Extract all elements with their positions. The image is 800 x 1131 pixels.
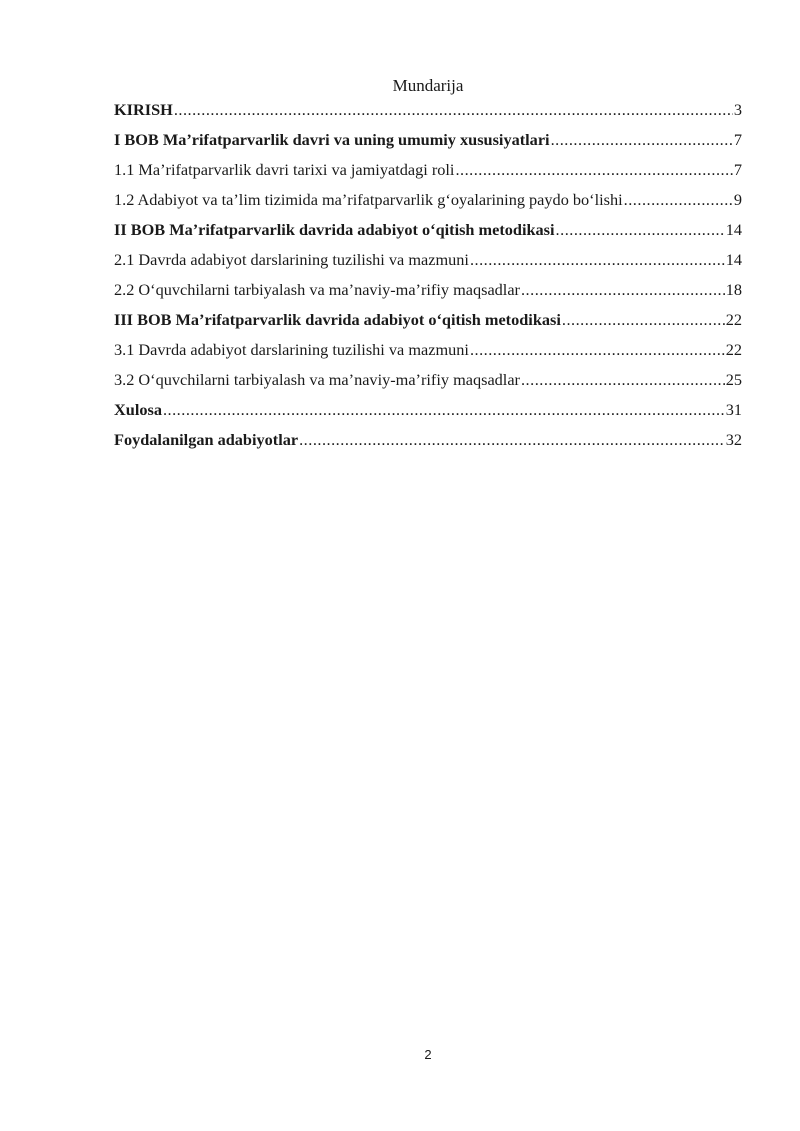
toc-dot-leader [556, 219, 725, 241]
toc-entry [114, 249, 742, 279]
toc-entry-label: 2.1 Davrda adabiyot darslarining tuzilishi va mazmuni [114, 250, 469, 269]
toc-entry-label: 3.2 O‘quvchilarni tarbiyalash va ma’naviy-ma’rifiy maqsadlar [114, 370, 520, 389]
toc-entry-label: III BOB Ma’rifatparvarlik davrida adabiyot o‘qitish metodikasi [114, 310, 561, 329]
table-of-contents [114, 99, 742, 459]
toc-dot-leader [470, 339, 725, 361]
toc-entry-page: 3 [733, 100, 742, 119]
toc-dot-leader [174, 99, 733, 121]
toc-entry-page: 25 [725, 370, 742, 389]
toc-entry-page: 7 [733, 160, 742, 179]
toc-dot-leader [562, 309, 725, 331]
toc-dot-leader [163, 399, 725, 421]
toc-entry [114, 309, 742, 339]
toc-entry [114, 129, 742, 159]
toc-entry-label: Foydalanilgan adabiyotlar [114, 430, 299, 449]
toc-title: Mundarija [392, 76, 464, 95]
toc-entry-label: 1.1 Ma’rifatparvarlik davri tarixi va jamiyatdagi roli [114, 160, 455, 179]
toc-entry-label: 3.1 Davrda adabiyot darslarining tuzilishi va mazmuni [114, 340, 469, 359]
toc-entry-label: KIRISH [114, 100, 173, 119]
toc-dot-leader [521, 369, 725, 391]
toc-entry [114, 159, 742, 189]
toc-entry [114, 399, 742, 429]
toc-entry-page: 31 [725, 400, 742, 419]
toc-entry-page: 14 [725, 220, 742, 239]
toc-dot-leader [299, 429, 725, 451]
toc-entry-page: 7 [733, 130, 742, 149]
toc-entry-label: 2.2 O‘quvchilarni tarbiyalash va ma’naviy-ma’rifiy maqsadlar [114, 280, 520, 299]
toc-dot-leader [624, 189, 733, 211]
toc-entry [114, 189, 742, 219]
toc-entry-page: 22 [725, 310, 742, 329]
toc-entry [114, 279, 742, 309]
toc-entry-label: Xulosa [114, 400, 162, 419]
toc-dot-leader [521, 279, 725, 301]
toc-dot-leader [551, 129, 733, 151]
toc-dot-leader [455, 159, 732, 181]
toc-entry [114, 99, 742, 129]
toc-entry [114, 339, 742, 369]
toc-entry-label: 1.2 Adabiyot va ta’lim tizimida ma’rifatparvarlik g‘oyalarining paydo bo‘lishi [114, 190, 623, 209]
toc-entry [114, 369, 742, 399]
toc-entry-label: I BOB Ma’rifatparvarlik davri va uning umumiy xususiyatlari [114, 130, 550, 149]
page-number: 2 [424, 1047, 432, 1062]
toc-entry-page: 32 [725, 430, 742, 449]
toc-entry-label: II BOB Ma’rifatparvarlik davrida adabiyot o‘qitish metodikasi [114, 220, 555, 239]
toc-entry-page: 18 [725, 280, 742, 299]
toc-entry-page: 22 [725, 340, 742, 359]
toc-entry [114, 219, 742, 249]
toc-entry [114, 429, 742, 459]
toc-dot-leader [470, 249, 725, 271]
toc-entry-page: 14 [725, 250, 742, 269]
toc-entry-page: 9 [733, 190, 742, 209]
